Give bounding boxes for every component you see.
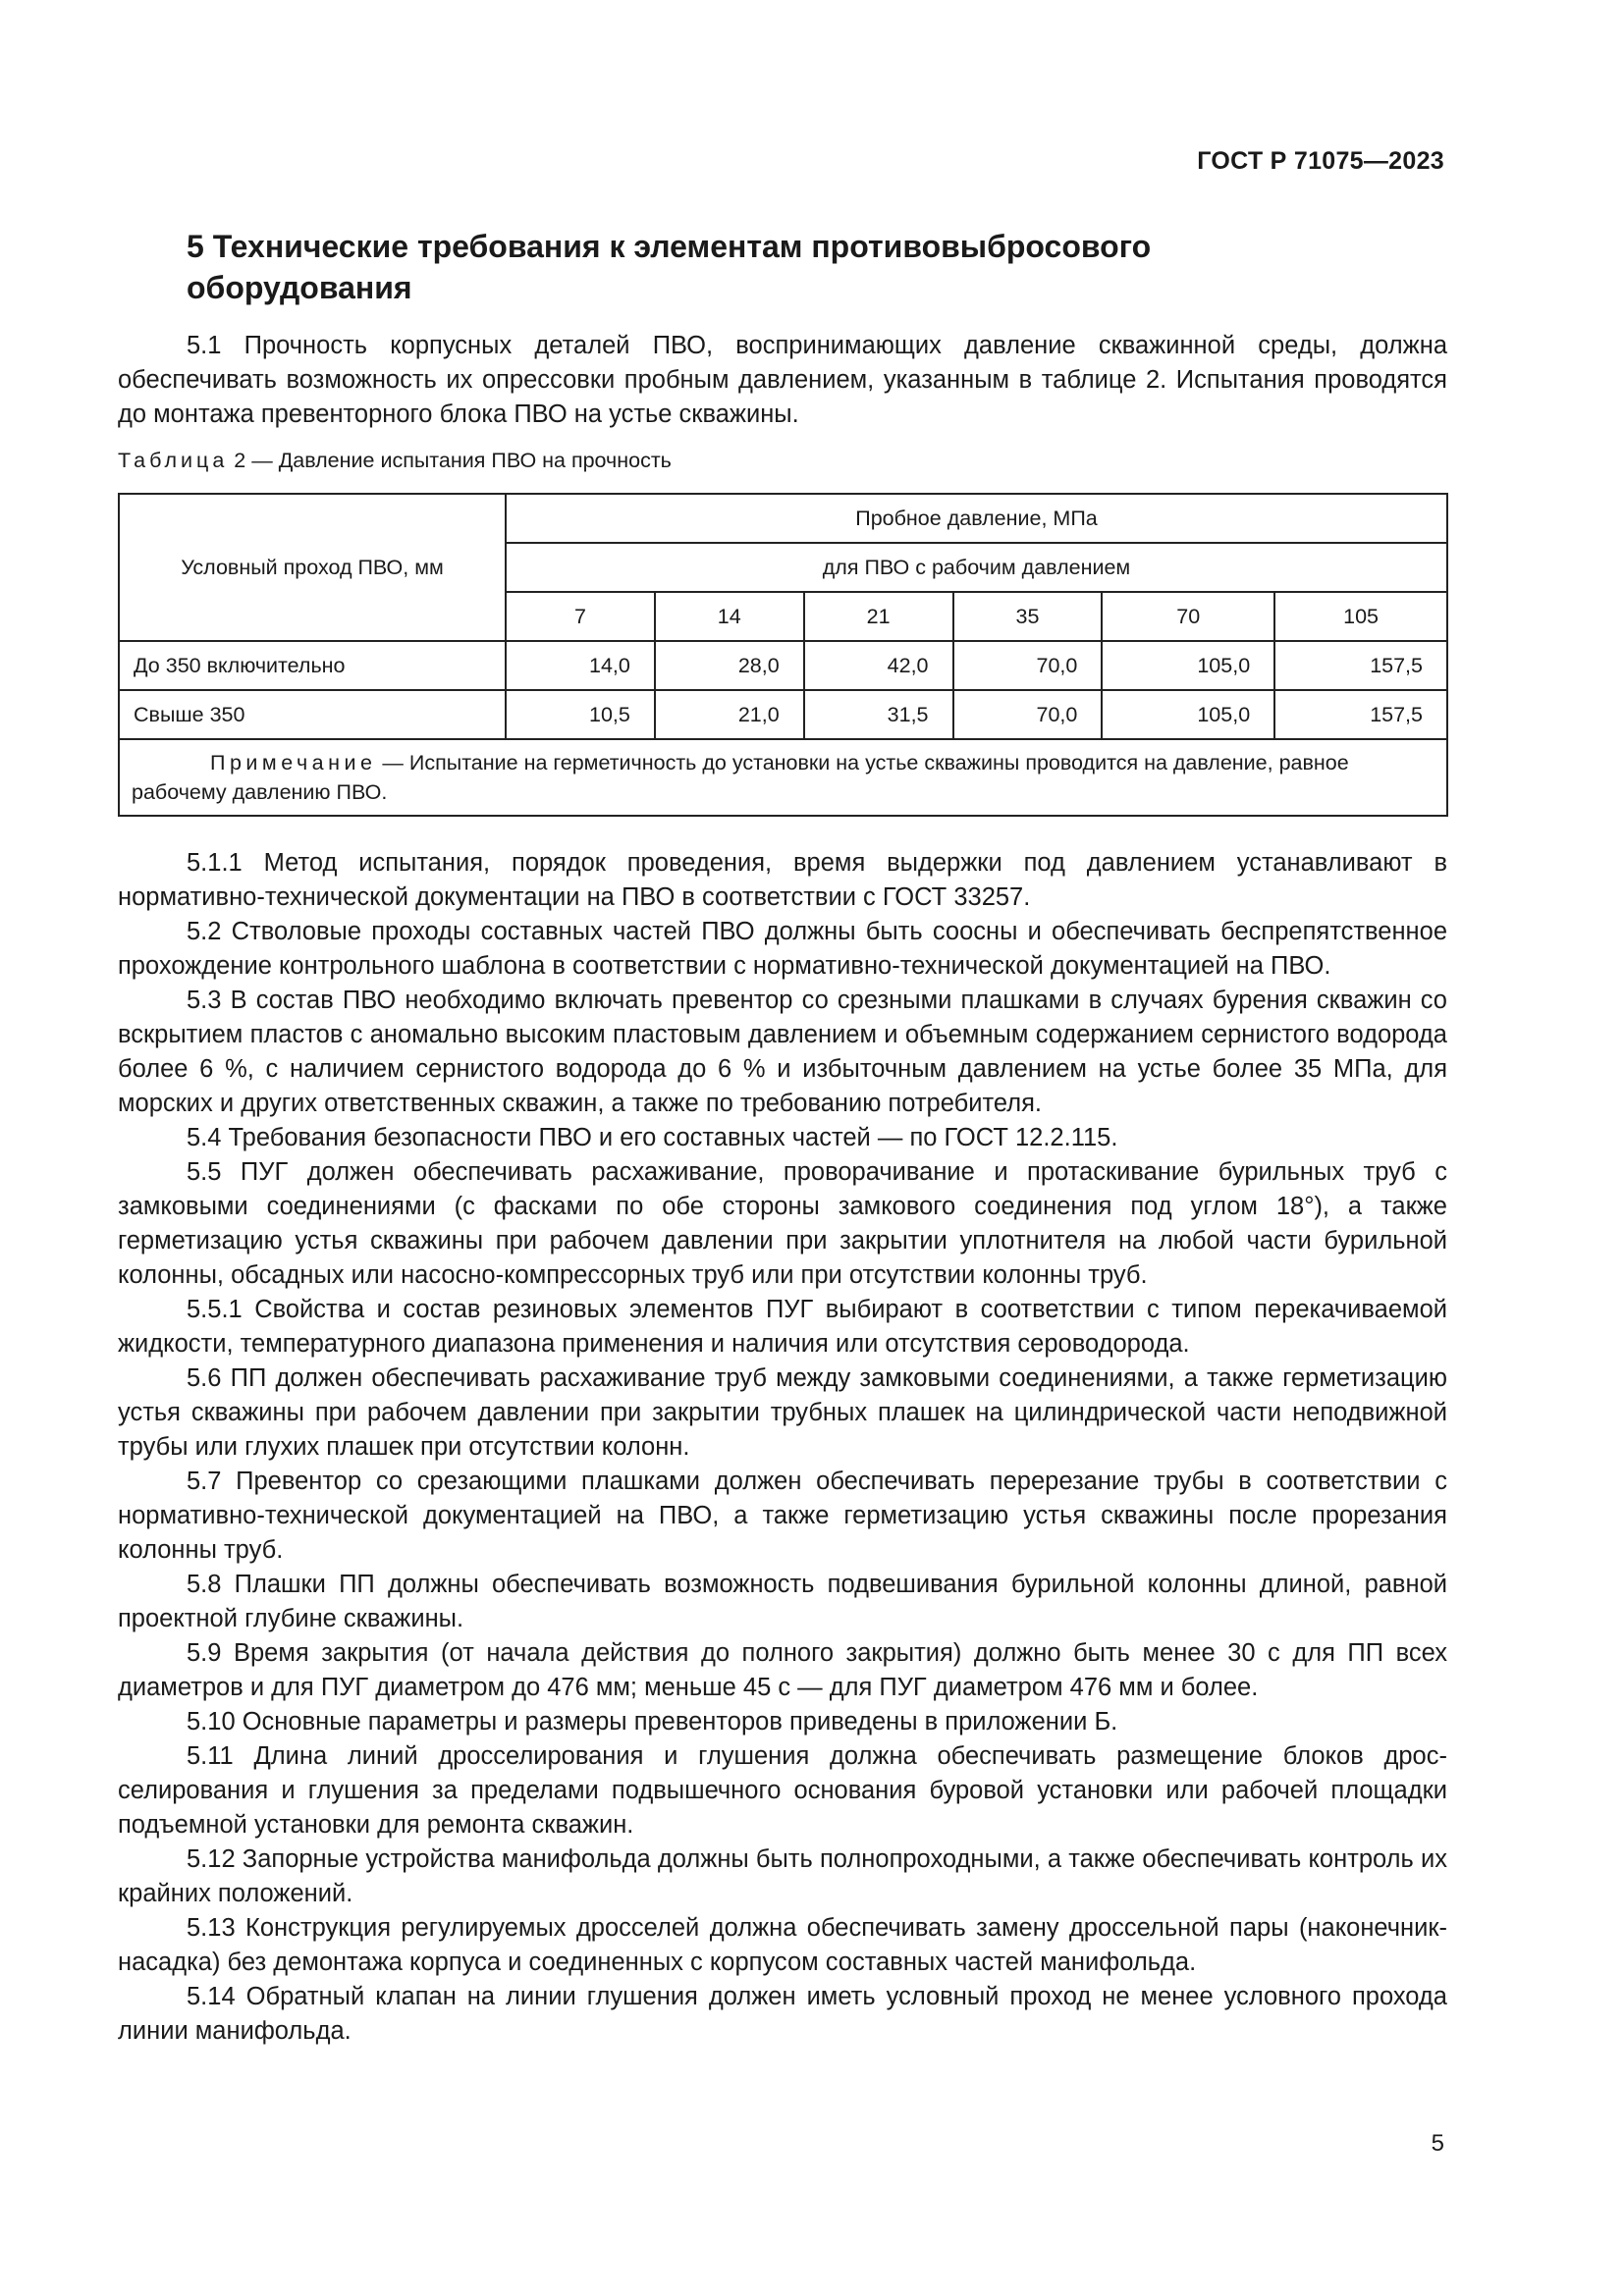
paragraph: 5.5.1 Свойства и состав резиновых элементов ПУГ выбирают в соответствии с типом перекачиваемой жидкости, температурного диапазона применения и наличия или отсутствия сероводорода.	[118, 1296, 1447, 1358]
table-cell: 157,5	[1274, 641, 1447, 690]
paragraph: 5.12 Запорные устройства манифольда должны быть полнопроходными, а также обеспечивать контроль их крайних положений.	[118, 1845, 1447, 1907]
sub-header-working-pressure: для ПВО с рабочим давлением	[506, 543, 1447, 592]
table-caption	[118, 449, 672, 473]
paragraph: 5.10 Основные параметры и размеры превенторов приведены в приложении Б.	[187, 1708, 1118, 1735]
note-text: — Испытание на герметичность до установки на устье скважины проводится на давление, равное рабочему давлению ПВО.	[132, 751, 1349, 804]
col-header-bore: Условный проход ПВО, мм	[119, 494, 506, 641]
table-cell: 157,5	[1274, 690, 1447, 739]
table-cell: 42,0	[804, 641, 953, 690]
row-label: Свыше 350	[119, 690, 506, 739]
paragraph-5-1: 5.1 Прочность корпусных деталей ПВО, воспринимающих давление скважинной среды, должна обеспечивать возможность их опрессовки пробным давлением, указанным в таблице 2. Испытания проводятся до монтажа превенторного блока ПВО на устье скважины.	[118, 332, 1447, 428]
paragraph: 5.11 Длина линий дросселирования и глушения должна обеспечивать размещение блоков дросселирования и глушения за пределами подвышечного основания буровой установки или рабочей площадки подъемной установки для ремонта скважин.	[118, 1742, 1447, 1839]
table-cell: 14,0	[506, 641, 655, 690]
pressure-col-header: 7	[506, 592, 655, 641]
note-label: Примечание	[210, 751, 377, 774]
page-number: 5	[1431, 2130, 1444, 2157]
table-cell: 105,0	[1102, 641, 1274, 690]
paragraph: 5.8 Плашки ПП должны обеспечивать возможность подвешивания бурильной колонны длиной, равной проектной глубине скважины.	[118, 1571, 1447, 1632]
table-cell: 10,5	[506, 690, 655, 739]
pressure-col-header: 105	[1274, 592, 1447, 641]
paragraph: 5.6 ПП должен обеспечивать расхаживание труб между замковыми соединениями, а также герметизацию устья скважины при рабочем давлении при закрытии трубных плашек на цилиндрической части неподвижной трубы или глухих плашек при отсутствии колонн.	[118, 1364, 1447, 1461]
table-row	[119, 641, 1447, 690]
table-note	[119, 739, 1447, 816]
section-title: 5 Технические требования к элементам противовыбросового оборудования	[187, 229, 1152, 305]
intro-block	[118, 329, 1447, 432]
paragraph: 5.3 В состав ПВО необходимо включать превентор со срезными плашками в случаях бурения скважин со вскрытием пластов с аномально высоким пластовым давлением и объемным содержанием сернистого водорода более 6 %, с наличием сернистого водорода до 6 % и избыточным давлением на устье более 35 МПа, для морских и других ответственных скважин, а также по требованию потребителя.	[118, 987, 1447, 1117]
pressure-col-header: 21	[804, 592, 953, 641]
pressure-col-header: 70	[1102, 592, 1274, 641]
table-cell: 70,0	[953, 641, 1103, 690]
requirements-body	[118, 846, 1447, 2049]
table-cell: 70,0	[953, 690, 1103, 739]
table-caption-title: 2 — Давление испытания ПВО на прочность	[228, 449, 672, 472]
table-cell: 31,5	[804, 690, 953, 739]
pressure-test-table	[118, 493, 1448, 817]
row-label: До 350 включительно	[119, 641, 506, 690]
paragraph: 5.7 Превентор со срезающими плашками должен обеспечивать перерезание трубы в соответствии с нормативно-технической документацией на ПВО, а также герметизацию устья скважины после прорезания колонны труб.	[118, 1468, 1447, 1564]
group-header-pressure: Пробное давление, МПа	[506, 494, 1447, 543]
paragraph: 5.1.1 Метод испытания, порядок проведения, время выдержки под давлением устанавливают в нормативно-технической документации на ПВО в соответствии с ГОСТ 33257.	[118, 849, 1447, 911]
pressure-col-header: 35	[953, 592, 1103, 641]
paragraph: 5.9 Время закрытия (от начала действия до полного закрытия) должно быть менее 30 с для ПП всех диаметров и для ПУГ диаметром до 476 мм; меньше 45 с — для ПУГ диаметром 476 мм и более.	[118, 1639, 1447, 1701]
table-cell: 28,0	[655, 641, 804, 690]
pressure-col-header: 14	[655, 592, 804, 641]
paragraph: 5.2 Стволовые проходы составных частей ПВО должны быть соосны и обеспечивать беспрепятственное прохождение контрольного шаблона в соответствии с нормативно-технической документацией на ПВО.	[118, 918, 1447, 980]
table-caption-label: Таблица	[118, 449, 229, 472]
table-cell: 21,0	[655, 690, 804, 739]
table-row	[119, 690, 1447, 739]
paragraph: 5.14 Обратный клапан на линии глушения должен иметь условный проход не менее условного прохода линии манифольда.	[118, 1983, 1447, 2045]
standard-code: ГОСТ Р 71075—2023	[1197, 147, 1444, 175]
paragraph: 5.4 Требования безопасности ПВО и его составных частей — по ГОСТ 12.2.115.	[187, 1124, 1118, 1151]
paragraph: 5.13 Конструкция регулируемых дросселей должна обеспечивать замену дроссельной пары (наконечник-насадка) без демонтажа корпуса и соединенных с корпусом составных частей манифольда.	[118, 1914, 1447, 1976]
paragraph: 5.5 ПУГ должен обеспечивать расхаживание, проворачивание и протаскивание бурильных труб с замковыми соединениями (с фасками по обе стороны замкового соединения под углом 18°), а также герметизацию устья скважины при рабочем давлении при закрытии уплотнителя на любой части бурильной колонны, обсадных или насосно-компрессорных труб или при отсутствии колонны труб.	[118, 1158, 1447, 1289]
table-cell: 105,0	[1102, 690, 1274, 739]
